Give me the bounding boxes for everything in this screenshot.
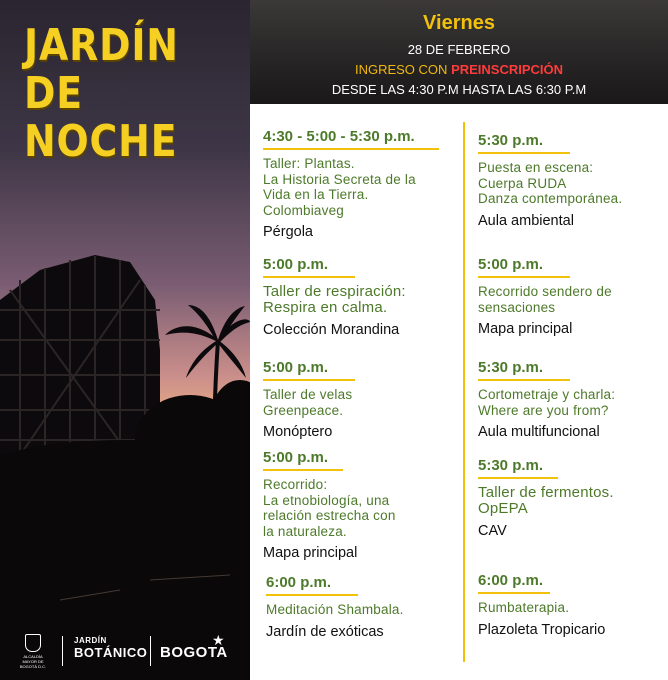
schedule-item xyxy=(266,574,456,640)
event-location: Aula multifuncional xyxy=(478,424,600,440)
schedule-item xyxy=(478,457,663,539)
desc-line: Recorrido: xyxy=(263,477,328,492)
event-location: Mapa principal xyxy=(478,321,573,337)
event-time: 5:30 p.m. xyxy=(478,132,570,154)
event-time: 5:00 p.m. xyxy=(263,359,355,381)
event-header xyxy=(250,0,668,104)
event-description xyxy=(478,284,663,315)
star-icon: ★ xyxy=(212,632,225,648)
desc-line: Greenpeace. xyxy=(263,402,344,418)
column-divider xyxy=(463,122,465,662)
schedule-item xyxy=(478,132,663,229)
schedule-item xyxy=(478,359,663,440)
preinscripcion-label: PREINSCRIPCIÓN xyxy=(451,62,564,77)
shield-icon xyxy=(25,634,41,652)
desc-line: Taller de respiración: xyxy=(263,283,406,300)
event-description xyxy=(263,477,458,539)
event-location: Pérgola xyxy=(263,224,313,240)
logo-divider xyxy=(62,636,63,666)
event-time: 4:30 - 5:00 - 5:30 p.m. xyxy=(263,128,439,150)
schedule-item xyxy=(263,359,453,440)
event-location: Mapa principal xyxy=(263,545,358,561)
desc-line: Colombiaveg xyxy=(263,202,344,218)
schedule-item xyxy=(478,256,663,337)
event-time: 5:00 p.m. xyxy=(263,256,355,278)
logo-divider xyxy=(150,636,151,666)
schedule-item xyxy=(263,128,453,240)
desc-line: Puesta en escena: xyxy=(478,160,594,175)
ingreso-label: INGRESO CON xyxy=(354,62,448,77)
sponsor-logos xyxy=(0,622,250,680)
desc-line: Meditación Shambala. xyxy=(266,602,404,617)
desc-line: Cortometraje y charla: xyxy=(478,387,616,402)
schedule-item xyxy=(478,572,663,638)
event-description xyxy=(478,600,663,616)
event-description xyxy=(478,485,663,517)
desc-line: Rumbaterapia. xyxy=(478,600,570,615)
desc-line: sensaciones xyxy=(478,299,556,315)
bogota-logo: BOGOTA xyxy=(160,644,228,661)
poster-panel xyxy=(0,0,250,680)
event-time: 5:30 p.m. xyxy=(478,457,558,479)
desc-line: Recorrido sendero de xyxy=(478,284,612,299)
desc-line: la naturaleza. xyxy=(263,523,347,539)
desc-line: Cuerpa RUDA xyxy=(478,175,567,191)
event-description xyxy=(263,387,453,418)
desc-line: relación estrecha con xyxy=(263,508,396,523)
event-location: Colección Morandina xyxy=(263,322,400,338)
alcaldia-seal-logo xyxy=(18,634,48,669)
event-description xyxy=(478,160,663,207)
desc-line: Taller de fermentos. xyxy=(478,484,614,501)
event-date: 28 DE FEBRERO xyxy=(407,42,511,57)
event-description xyxy=(263,156,453,218)
event-hours: DESDE LAS 4:30 P.M HASTA LAS 6:30 P.M xyxy=(331,82,587,97)
event-time: 5:00 p.m. xyxy=(478,256,570,278)
event-description xyxy=(263,284,458,316)
desc-line: Vida en la Tierra. xyxy=(263,187,369,202)
event-time: 6:00 p.m. xyxy=(478,572,550,594)
event-location: Monóptero xyxy=(263,424,333,440)
event-location: Aula ambiental xyxy=(478,212,574,229)
event-location: CAV xyxy=(478,523,507,539)
desc-line: Taller de velas xyxy=(263,387,353,402)
event-time: 6:00 p.m. xyxy=(266,574,358,596)
jardin-logo-line1: JARDÍN xyxy=(74,636,107,645)
ingreso-note xyxy=(250,62,668,77)
schedule-item xyxy=(263,449,458,561)
desc-line: Danza contemporánea. xyxy=(478,191,623,206)
event-location: Plazoleta Tropicario xyxy=(478,621,606,638)
desc-line: Where are you from? xyxy=(478,402,609,418)
desc-line: La etnobiología, una xyxy=(263,492,390,508)
event-time: 5:30 p.m. xyxy=(478,359,570,381)
desc-line: Respira en calma. xyxy=(263,299,388,316)
desc-line: Taller: Plantas. xyxy=(263,156,355,171)
event-location: Jardín de exóticas xyxy=(266,623,384,640)
event-description xyxy=(478,387,663,418)
jardin-botanico-logo xyxy=(74,636,147,660)
poster-title-line2: DE NOCHE xyxy=(24,68,178,167)
jardin-logo-line2: BOTÁNICO xyxy=(74,645,148,660)
alcaldia-text: ALCALDÍA MAYOR DE BOGOTÁ D.C. xyxy=(19,654,47,669)
event-time: 5:00 p.m. xyxy=(263,449,343,471)
poster-title-line1: JARDÍN xyxy=(24,20,179,71)
poster-title xyxy=(24,22,213,166)
schedule-item xyxy=(263,256,458,338)
event-day: Viernes xyxy=(423,12,495,34)
desc-line: La Historia Secreta de la xyxy=(263,171,416,187)
desc-line: OpEPA xyxy=(478,500,528,517)
event-description xyxy=(266,602,456,618)
